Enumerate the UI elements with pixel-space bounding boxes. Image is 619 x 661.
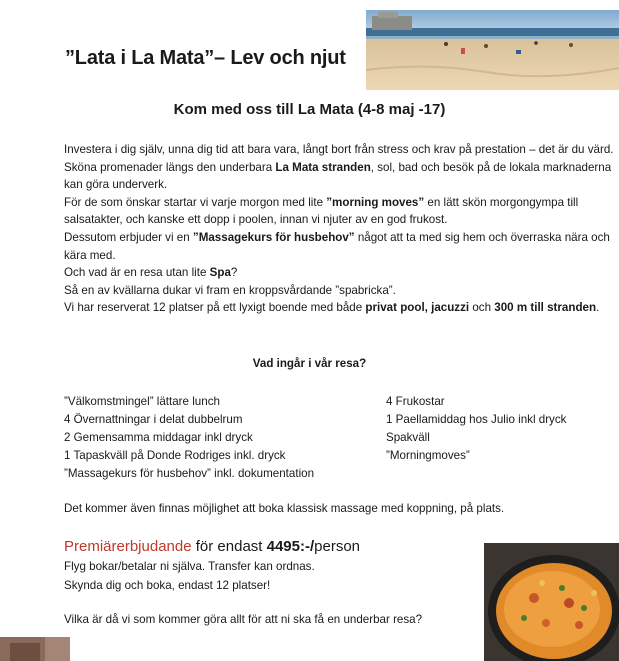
paragraph-walks: Sköna promenader längs den underbara La Mata stranden, sol, bad och besök på de lokala marknaderna kan göra underverk. — [64, 160, 612, 192]
list-item: Spakväll — [386, 431, 430, 444]
paella-photo — [484, 543, 619, 661]
offer-label: Premiärerbjudande — [64, 538, 192, 555]
hurry-note: Skynda dig och boka, endast 12 platser! — [64, 579, 271, 592]
massage-note: Det kommer även finnas möjlighet att boka klassisk massage med koppning, på plats. — [64, 502, 505, 515]
list-item: ”Välkomstmingel” lättare lunch — [64, 395, 220, 408]
beach-photo — [366, 10, 619, 90]
page-title: ”Lata i La Mata”– Lev och njut — [65, 47, 346, 69]
flight-note: Flyg bokar/betalar ni själva. Transfer kan ordnas. — [64, 560, 315, 573]
list-item: 1 Tapaskväll på Donde Rodriges inkl. dryck — [64, 449, 286, 462]
list-item: 2 Gemensamma middagar inkl dryck — [64, 431, 253, 444]
offer-line: Premiärerbjudande för endast 4495:-/person — [64, 538, 361, 555]
list-item: 1 Paellamiddag hos Julio inkl dryck — [386, 413, 567, 426]
closing-question: Vilka är då vi som kommer göra allt för att ni ska få en underbar resa? — [64, 613, 423, 626]
list-item: 4 Övernattningar i delat dubbelrum — [64, 413, 243, 426]
paragraph-morning: För de som önskar startar vi varje morgon med lite ”morning moves” en lätt skön morgongympa till salsatakter, och kanske ett dopp i poolen, innan vi njuter av en god frukost. — [64, 195, 579, 227]
intro-text — [64, 141, 616, 317]
paragraph-spabricka: Så en av kvällarna dukar vi fram en kroppsvårdande ”spabricka”. — [64, 283, 396, 297]
list-item: ”Massagekurs för husbehov” inkl. dokumentation — [64, 467, 315, 480]
partial-photo — [0, 637, 70, 661]
list-item: ”Morningmoves” — [386, 449, 470, 462]
paragraph-accommodation: Vi har reserverat 12 platser på ett lyxigt boende med både privat pool, jacuzzi och 300 m till stranden. — [64, 301, 600, 315]
offer-price: 4495:-/ — [266, 538, 315, 555]
paragraph-spa: Och vad är en resa utan lite Spa? — [64, 266, 238, 280]
page-subtitle: Kom med oss till La Mata (4-8 maj -17) — [173, 101, 446, 118]
paragraph-invest: Investera i dig själv, unna dig tid att bara vara, långt bort från stress och krav på prestation – det är du värd. — [64, 143, 614, 156]
list-item: 4 Frukostar — [386, 395, 445, 408]
included-heading: Vad ingår i vår resa? — [252, 357, 367, 370]
paragraph-massage: Dessutom erbjuder vi en ”Massagekurs för husbehov” något att ta med sig hem och överraska nära och kära med. — [64, 230, 610, 262]
